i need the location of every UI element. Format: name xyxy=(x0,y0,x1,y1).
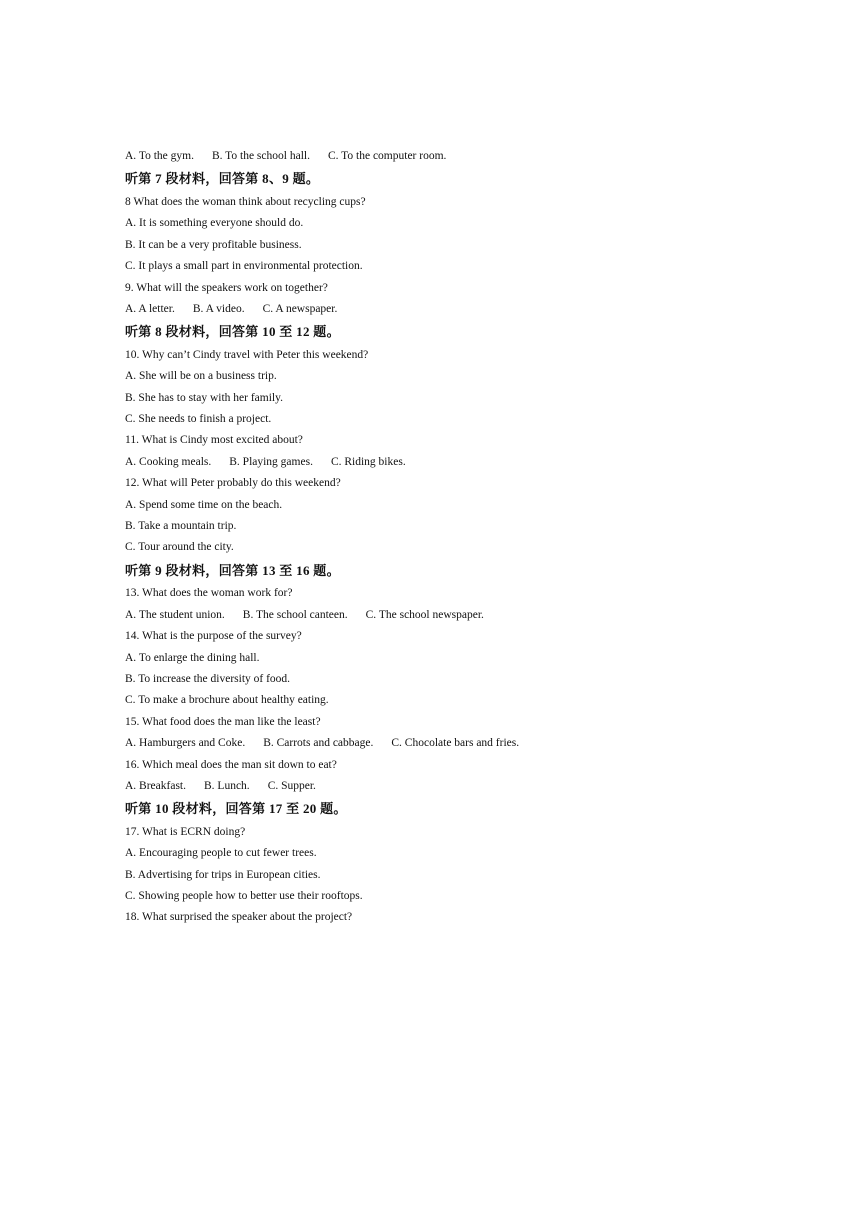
answer-option: C. She needs to finish a project. xyxy=(125,413,272,426)
answer-option: B. Advertising for trips in European cities. xyxy=(125,868,321,881)
answer-option: B. She has to stay with her family. xyxy=(125,391,283,404)
question-text: 17. What is ECRN doing? xyxy=(125,825,246,838)
answer-option: B. To the school hall. xyxy=(211,150,310,162)
question-text: 13. What does the woman work for? xyxy=(125,587,293,600)
section-heading: 听第 7 段材料，回答第 8、9 题。 xyxy=(125,171,320,187)
question-text: 10. Why can’t Cindy travel with Peter this weekend? xyxy=(125,348,369,361)
answer-option: C. A newspaper. xyxy=(262,302,338,315)
answer-option: A. A letter. xyxy=(125,302,175,315)
answer-option: A. Cooking meals. xyxy=(125,455,212,468)
answer-options-row xyxy=(125,452,825,473)
answer-options-row xyxy=(125,299,825,320)
answer-option: C. It plays a small part in environmental protection. xyxy=(125,260,363,273)
answer-option: A. It is something everyone should do. xyxy=(125,217,304,230)
section-heading: 听第 10 段材料，回答第 17 至 20 题。 xyxy=(125,801,347,817)
answer-option: C. Chocolate bars and fries. xyxy=(391,737,520,750)
answer-option: B. Carrots and cabbage. xyxy=(263,737,374,750)
answer-option: A. Breakfast. xyxy=(125,779,186,792)
answer-option: C. The school newspaper. xyxy=(365,608,484,621)
answer-option: C. To the computer room. xyxy=(327,150,447,162)
exam-page xyxy=(125,146,825,929)
answer-option: B. A video. xyxy=(192,302,245,315)
answer-option: B. The school canteen. xyxy=(242,608,348,621)
question-text: 8 What does the woman think about recycling cups? xyxy=(125,195,366,208)
answer-option: B. It can be a very profitable business. xyxy=(125,238,302,251)
answer-option: C. Tour around the city. xyxy=(125,541,234,554)
answer-option: A. Hamburgers and Coke. xyxy=(125,737,246,750)
question-text: 11. What is Cindy most excited about? xyxy=(125,434,303,447)
answer-option: C. Riding bikes. xyxy=(330,455,406,468)
question-text: 9. What will the speakers work on together? xyxy=(125,281,328,294)
answer-option: A. Encouraging people to cut fewer trees. xyxy=(125,847,317,860)
question-text: 14. What is the purpose of the survey? xyxy=(125,630,302,643)
answer-option: C. Supper. xyxy=(267,779,316,792)
answer-options-row xyxy=(125,733,825,754)
answer-option: C. To make a brochure about healthy eating. xyxy=(125,694,329,707)
answer-option: A. She will be on a business trip. xyxy=(125,370,277,383)
answer-option: A. To the gym. xyxy=(125,150,194,162)
answer-options-row xyxy=(125,605,825,626)
answer-option: B. Lunch. xyxy=(204,779,250,792)
answer-option: A. The student union. xyxy=(125,608,225,621)
section-heading: 听第 8 段材料，回答第 10 至 12 题。 xyxy=(125,324,340,340)
answer-option: B. To increase the diversity of food. xyxy=(125,672,291,685)
answer-option: C. Showing people how to better use their rooftops. xyxy=(125,890,363,903)
answer-options-row xyxy=(125,146,825,167)
section-heading: 听第 9 段材料，回答第 13 至 16 题。 xyxy=(125,562,340,578)
question-text: 12. What will Peter probably do this weekend? xyxy=(125,477,341,490)
question-text: 18. What surprised the speaker about the project? xyxy=(125,911,353,924)
question-text: 16. Which meal does the man sit down to eat? xyxy=(125,758,337,771)
answer-option: B. Take a mountain trip. xyxy=(125,520,237,533)
answer-option: A. To enlarge the dining hall. xyxy=(125,651,260,664)
question-text: 15. What food does the man like the least? xyxy=(125,715,321,728)
answer-option: B. Playing games. xyxy=(229,455,313,468)
answer-option: A. Spend some time on the beach. xyxy=(125,498,283,511)
answer-options-row xyxy=(125,776,825,797)
